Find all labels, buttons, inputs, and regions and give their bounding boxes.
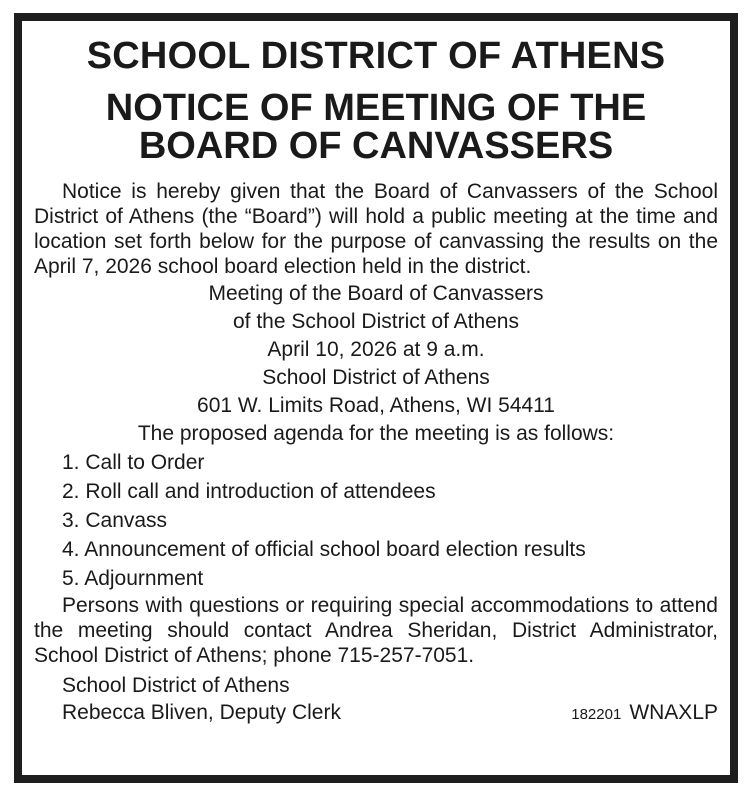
- signature-name: Rebecca Bliven, Deputy Clerk: [62, 701, 341, 724]
- ad-code: [571, 699, 718, 728]
- ad-code-text: WNAXLP: [629, 701, 718, 724]
- agenda-intro: The proposed agenda for the meeting is as follows:: [137, 422, 615, 445]
- legal-notice: [14, 13, 738, 783]
- notice-subtitle-line-2: BOARD OF CANVASSERS: [138, 125, 614, 167]
- agenda-item: 3. Canvass: [62, 509, 168, 532]
- meeting-address: 601 W. Limits Road, Athens, WI 54411: [197, 394, 555, 417]
- meeting-line-1: Meeting of the Board of Canvassers: [208, 282, 544, 305]
- agenda-list: [34, 448, 718, 593]
- signature-org: School District of Athens: [62, 674, 290, 697]
- contact-paragraph: Persons with questions or requiring special accommodations to attend the meeting should contact Andrea Sheridan, District Administrator, School District of Athens; phone 715-257-7051.: [34, 594, 718, 667]
- agenda-item: 4. Announcement of official school board election results: [62, 538, 586, 561]
- notice-subtitle: [34, 89, 718, 165]
- agenda-item: 1. Call to Order: [62, 451, 205, 474]
- notice-subtitle-line-1: NOTICE OF MEETING OF THE: [105, 87, 647, 129]
- meeting-datetime: April 10, 2026 at 9 a.m.: [267, 338, 485, 361]
- agenda-item: 2. Roll call and introduction of attendees: [62, 480, 436, 503]
- meeting-details: [34, 280, 718, 420]
- agenda-item: 5. Adjournment: [62, 567, 204, 590]
- notice-title: SCHOOL DISTRICT OF ATHENS: [86, 35, 666, 77]
- signature-block: [62, 672, 718, 728]
- meeting-place: School District of Athens: [262, 366, 490, 389]
- meeting-line-2: of the School District of Athens: [233, 310, 519, 333]
- notice-body: [34, 179, 718, 728]
- ad-number: 182201: [571, 706, 622, 723]
- signature-row: [62, 699, 718, 728]
- intro-paragraph: Notice is hereby given that the Board of Canvassers of the School District of Athens (the “Board”) will hold a public meeting at the time and location set forth below for the purpose of canvassing the results on the April 7, 2026 school board election held in the district.: [34, 180, 718, 278]
